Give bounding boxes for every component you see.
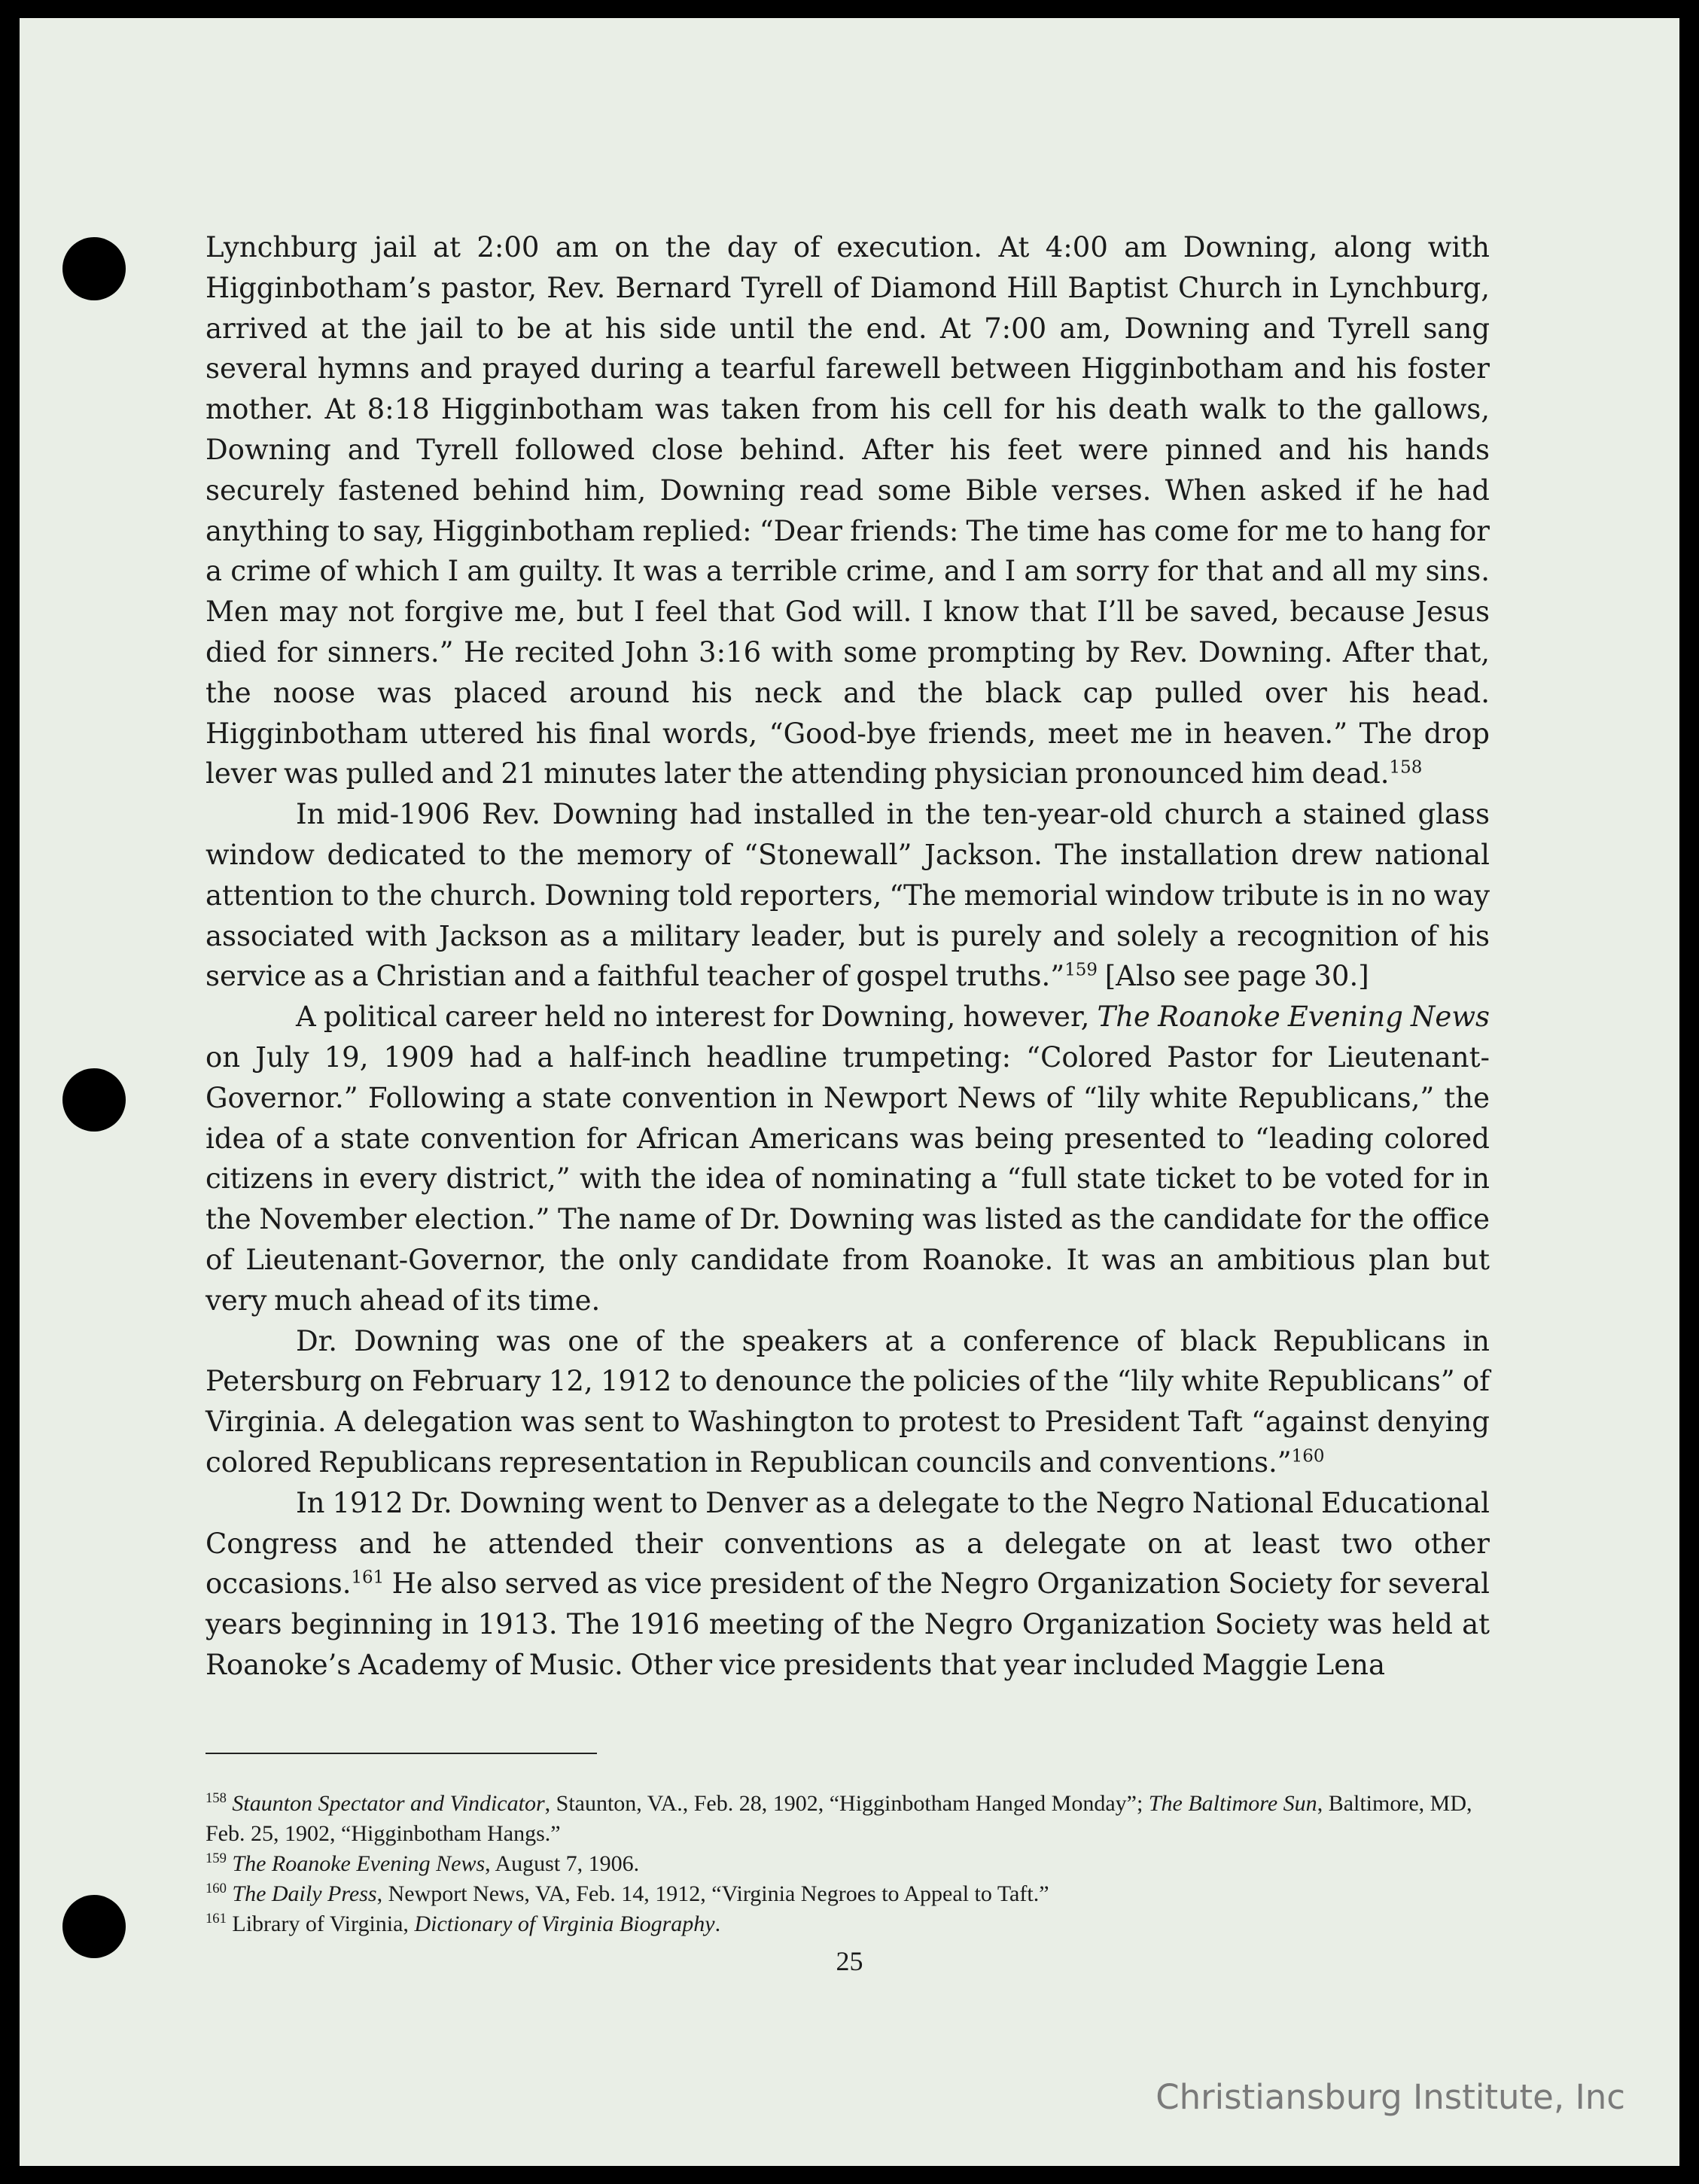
footnote: $^{160}$ The Daily Press, Newport News, VA, Feb. 14, 1912, “Virginia Negroes to Appeal to Taft.” bbox=[206, 1880, 1049, 1906]
footnote-ref: 160 bbox=[1291, 1446, 1325, 1467]
paragraph: Lynchburg jail at 2:00 am on the day of execution. At 4:00 am Downing, along with Higginbotham’s pastor, Rev. Bernard Tyrell of Diamond Hill Baptist Church in Lynchburg, arrived at the jail to be at his side until the end. At 7:00 am, Downing and Tyrell sang several hymns and prayed during a tearful farewell between Higginbotham and his foster mother. At 8:18 Higginbotham was taken from his cell for his death walk to the gallows, Downing and Tyrell followed close behind. After his feet were pinned and his hands securely fastened behind him, Downing read some Bible verses. When asked if he had anything to say, Higginbotham replied: “Dear friends: The time has come for me to hang for a crime of which I am guilty. It was a terrible crime, and I am sorry for that and all my sins. Men may not forgive me, but I feel that God will. I know that I’ll be saved, because Jesus died for sinners.” He recited John 3:16 with some prompting by Rev. Downing. After that, the noose was placed around his neck and the black cap pulled over his head. Higginbotham uttered his final words, “Good-bye friends, meet me in heaven.” The drop lever was pulled and 21 minutes later the attending physician pronounced him dead.$^{158}$ bbox=[206, 231, 1490, 790]
paragraph: Dr. Downing was one of the speakers at a conference of black Republicans in Petersburg on February 12, 1912 to denounce the policies of the “lily white Republicans” of Virginia. A delegation was sent to Washington to protest to President Taft “against denying colored Republicans representation in Republican councils and conventions.”$^{160}$ bbox=[206, 1324, 1490, 1479]
publication-title: The Roanoke Evening News bbox=[1097, 1001, 1490, 1034]
watermark: Christiansburg Institute, Inc bbox=[1156, 2077, 1625, 2117]
page-number: 25 bbox=[836, 1946, 863, 1976]
paragraph: In mid-1906 Rev. Downing had installed in the ten-year-old church a stained glass window dedicated to the memory of “Stonewall” Jackson. The installation drew national attention to the church. Downing told reporters, “The memorial window tribute is in no way associated with Jackson as a military leader, but is purely and solely a recognition of his service as a Christian and a faithful teacher of gospel truths.”$^{159}$ [Also see page 30.] bbox=[206, 798, 1490, 993]
footnotes bbox=[206, 1789, 1490, 1939]
document-page bbox=[20, 18, 1679, 2166]
body-text bbox=[206, 227, 1490, 1686]
footnote-divider bbox=[206, 1753, 597, 1754]
punch-hole-top bbox=[62, 237, 126, 300]
footnote: $^{159}$ The Roanoke Evening News, August 7, 1906. bbox=[206, 1850, 640, 1876]
footnote-ref: 158 bbox=[1389, 757, 1423, 778]
footnote: $^{158}$ Staunton Spectator and Vindicator, Staunton, VA., Feb. 28, 1902, “Higginbotham Hanged Monday”; The Baltimore Sun, Baltimore, MD, Feb. 25, 1902, “Higginbotham Hangs.” bbox=[206, 1790, 1472, 1846]
footnote: $^{161}$ Library of Virginia, Dictionary of Virginia Biography. bbox=[206, 1910, 721, 1936]
footnote-ref: 159 bbox=[1064, 960, 1098, 980]
footnote-ref: 161 bbox=[351, 1567, 385, 1588]
paragraph: A political career held no interest for Downing, however, The Roanoke Evening News on July 19, 1909 had a half-inch headline trumpeting: “Colored Pastor for Lieutenant-Governor.” Following a state convention in Newport News of “lily white Republicans,” the idea of a state convention for African Americans was being presented to “leading colored citizens in every district,” with the idea of nominating a “full state ticket to be voted for in the November election.” The name of Dr. Downing was listed as the candidate for the office of Lieutenant-Governor, the only candidate from Roanoke. It was an ambitious plan but very much ahead of its time. bbox=[206, 1001, 1490, 1317]
paragraph: In 1912 Dr. Downing went to Denver as a delegate to the Negro National Educational Congress and he attended their conventions as a delegate on at least two other occasions.$^{161}$ He also served as vice president of the Negro Organization Society for several years beginning in 1913. The 1916 meeting of the Negro Organization Society was held at Roanoke’s Academy of Music. Other vice presidents that year included Maggie Lena bbox=[206, 1486, 1490, 1681]
punch-hole-middle bbox=[62, 1068, 126, 1132]
